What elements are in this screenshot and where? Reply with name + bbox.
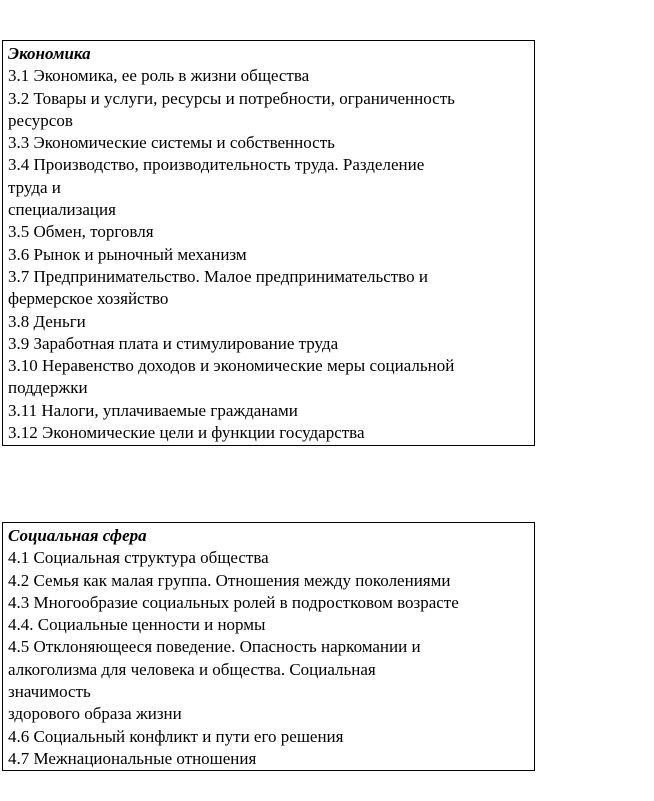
social-line: здорового образа жизни (8, 704, 182, 724)
economy-line: 3.10 Неравенство доходов и экономические меры социальной (8, 356, 455, 376)
economy-line: 3.7 Предпринимательство. Малое предпринимательство и (8, 266, 428, 286)
economy-line: фермерское хозяйство (8, 289, 169, 309)
economy-line: 3.4 Производство, производительность труда. Разделение (8, 155, 425, 175)
social-line: 4.1 Социальная структура общества (8, 548, 269, 568)
economy-line: 3.9 Заработная плата и стимулирование труда (8, 333, 339, 353)
economy-line: 3.11 Налоги, уплачиваемые гражданами (8, 400, 298, 420)
economy-section-title: Экономика (8, 44, 91, 63)
economy-line: 3.5 Обмен, торговля (8, 222, 154, 242)
economy-line: 3.12 Экономические цели и функции государства (8, 423, 365, 443)
economy-line: ресурсов (8, 110, 73, 130)
economy-line: 3.3 Экономические системы и собственность (8, 133, 335, 153)
social-line: 4.2 Семья как малая группа. Отношения между поколениями (8, 570, 451, 590)
social-section-box (2, 522, 535, 771)
economy-line: 3.2 Товары и услуги, ресурсы и потребности, ограниченность (8, 88, 455, 108)
social-line: 4.4. Социальные ценности и нормы (8, 615, 266, 635)
social-line: 4.3 Многообразие социальных ролей в подростковом возрасте (8, 592, 459, 612)
economy-line: 3.1 Экономика, ее роль в жизни общества (8, 66, 310, 86)
social-section-title: Социальная сфера (8, 526, 147, 545)
economy-line: 3.8 Деньги (8, 311, 86, 331)
social-line: 4.6 Социальный конфликт и пути его решения (8, 726, 344, 746)
social-line: алкоголизма для человека и общества. Социальная (8, 659, 376, 679)
social-line: 4.5 Отклоняющееся поведение. Опасность наркомании и (8, 637, 421, 657)
economy-section-box (2, 40, 535, 446)
economy-line: 3.6 Рынок и рыночный механизм (8, 244, 247, 264)
economy-line: специализация (8, 200, 116, 220)
social-line: значимость (8, 682, 91, 702)
social-line: 4.7 Межнациональные отношения (8, 748, 257, 768)
economy-line: труда и (8, 177, 61, 197)
economy-line: поддержки (8, 378, 88, 398)
